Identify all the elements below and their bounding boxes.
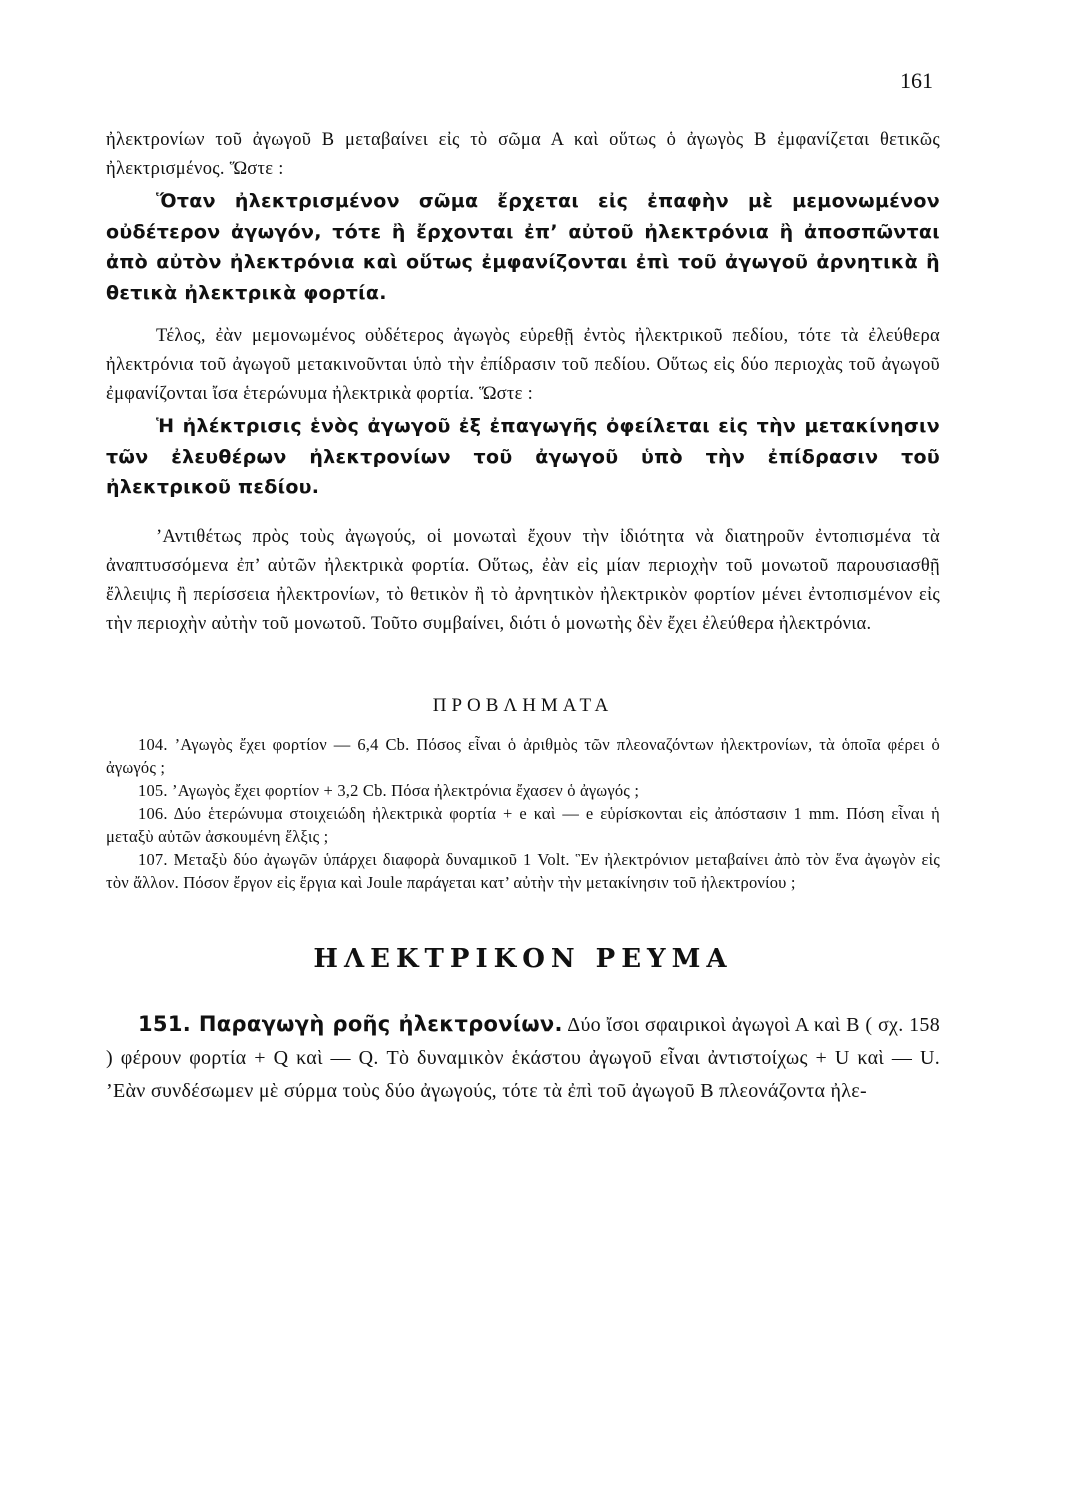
paragraph-insulators: ’Αντιθέτως πρὸς τοὺς ἀγωγούς, οἱ μονωταὶ ἔχουν τὴν ἰδιότητα νὰ διατηροῦν ἐντοπισμένα τὰ ἀναπτυσσόμενα ἐπ’ αὐτῶν ἠλεκτρικὰ φορτία. Οὕτως, ἐὰν εἰς μίαν περιοχὴν τοῦ μονωτοῦ παρουσιασθῇ ἔλλειψις ἢ περίσσεια ἠλεκτρονίων, τὸ θετικὸν ἢ τὸ ἀρνητικὸν ἠλεκτρικὸν φορτίον μένει ἐντοπισμένον εἰς τὴν περιοχὴν αὐτὴν τοῦ μονωτοῦ. Τοῦτο συμβαίνει, διότι ὁ μονωτὴς δὲν ἔχει ἐλεύθερα ἠλεκτρόνια. [106, 526, 940, 634]
section-heading: ΗΛΕΚΤΡΙΚΟΝ ΡΕΥΜΑ [313, 943, 733, 974]
rule-contact-electrification: Ὅταν ἠλεκτρισμένον σῶμα ἔρχεται εἰς ἐπαφὴν μὲ μεμονωμένον οὐδέτερον ἀγωγόν, τότε ἢ ἔρχονται ἐπ’ αὐτοῦ ἠλεκτρόνια ἢ ἀποσπῶνται ἀπὸ αὐτὸν ἠλεκτρόνια καὶ οὕτως ἐμφανίζονται ἐπὶ τοῦ ἀγωγοῦ ἀρνητικὰ ἢ θετικὰ ἠλεκτρικὰ φορτία. [106, 190, 940, 304]
section-151-title: 151. Παραγωγὴ ροῆς ἠλεκτρονίων. [138, 1011, 563, 1036]
section-151-text: Δύο ἴσοι σφαιρικοὶ ἀγωγοὶ Α καὶ Β ( σχ. 158 ) φέρουν φορτία + Q καὶ — Q. Τὸ δυναμικὸν ἑκάστου ἀγωγοῦ εἶναι ἀντιστοίχως + U καὶ — U. ’Εὰν συνδέσωμεν μὲ σύρμα τοὺς δύο ἀγωγούς, τότε τὰ ἐπὶ τοῦ ἀγωγοῦ Β πλεονάζοντα ἠλε- [106, 1013, 941, 1102]
section-151-paragraph [106, 1008, 940, 1108]
page-body [106, 126, 940, 1108]
problem-105: 105. ’Αγωγὸς ἔχει φορτίον + 3,2 Cb. Πόσα ἠλεκτρόνια ἔχασεν ὁ ἀγωγός ; [138, 780, 640, 800]
problem-107: 107. Μεταξὺ δύο ἀγωγῶν ὑπάρχει διαφορὰ δυναμικοῦ 1 Volt. Ἓν ἠλεκτρόνιον μεταβαίνει ἀπὸ τὸν ἕνα ἀγωγὸν εἰς τὸν ἄλλον. Πόσον ἔργον εἰς ἔργια καὶ Joule παράγεται κατ’ αὐτὴν τὴν μετακίνησιν τοῦ ἠλεκτρονίου ; [106, 849, 940, 892]
problems-list [106, 733, 940, 894]
problem-104: 104. ’Αγωγὸς ἔχει φορτίον — 6,4 Cb. Πόσος εἶναι ὁ ἀριθμὸς τῶν πλεοναζόντων ἠλεκτρονίων, τὰ ὁποῖα φέρει ὁ ἀγωγός ; [106, 734, 940, 777]
problems-heading: ΠΡΟΒΛΗΜΑΤΑ [432, 694, 614, 716]
rule-induction: Ἡ ἠλέκτρισις ἑνὸς ἀγωγοῦ ἐξ ἐπαγωγῆς ὀφείλεται εἰς τὴν μετακίνησιν τῶν ἐλευθέρων ἠλεκτρονίων τοῦ ἀγωγοῦ ὑπὸ τὴν ἐπίδρασιν τοῦ ἠλεκτρικοῦ πεδίου. [106, 415, 940, 498]
paragraph-induction: Τέλος, ἐὰν μεμονωμένος οὐδέτερος ἀγωγὸς εὑρεθῇ ἐντὸς ἠλεκτρικοῦ πεδίου, τότε τὰ ἐλεύθερα ἠλεκτρόνια τοῦ ἀγωγοῦ μετακινοῦνται ὑπὸ τὴν ἐπίδρασιν τοῦ πεδίου. Οὕτως εἰς δύο περιοχὰς τοῦ ἀγωγοῦ ἐμφανίζονται ἴσα ἑτερώνυμα ἠλεκτρικὰ φορτία. Ὥστε : [106, 326, 940, 404]
paragraph-continuation: ἠλεκτρονίων τοῦ ἀγωγοῦ Β μεταβαίνει εἰς τὸ σῶμα Α καὶ οὕτως ὁ ἀγωγὸς Β ἐμφανίζεται θετικῶς ἠλεκτρισμένος. Ὥστε : [106, 130, 940, 179]
page-number: 161 [900, 68, 933, 93]
problem-106: 106. Δύο ἑτερώνυμα στοιχειώδη ἠλεκτρικὰ φορτία + e καὶ — e εὑρίσκονται εἰς ἀπόστασιν 1 mm. Πόση εἶναι ἡ μεταξὺ αὐτῶν ἀσκουμένη ἕλξις ; [106, 803, 940, 846]
